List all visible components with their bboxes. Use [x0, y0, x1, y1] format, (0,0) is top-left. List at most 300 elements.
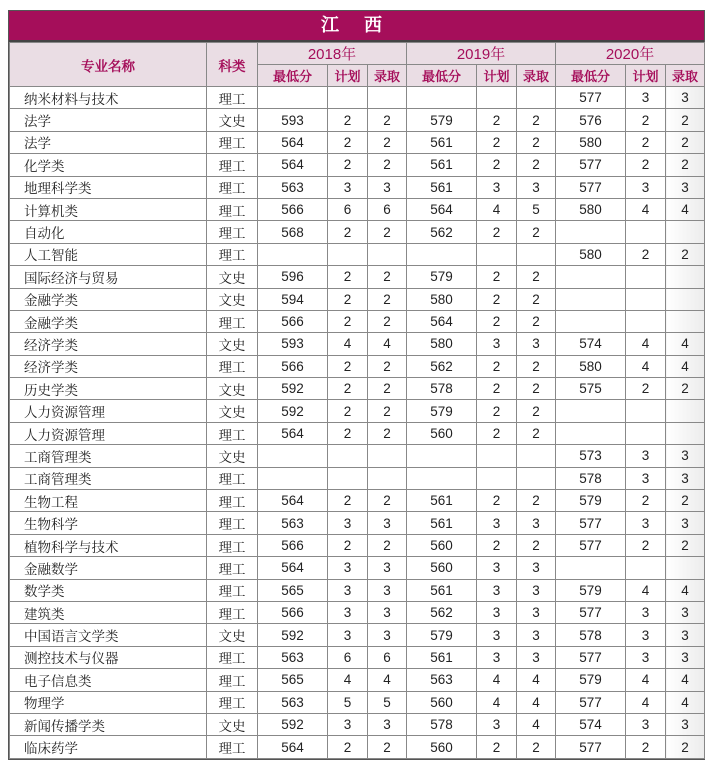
cell-admitted-2020: 3 — [666, 445, 705, 467]
cell-admitted-2018: 2 — [368, 266, 407, 288]
cell-plan-2020: 3 — [626, 176, 666, 198]
cell-plan-2018: 3 — [328, 601, 368, 623]
cell-major-name: 金融学类 — [10, 288, 207, 310]
cell-plan-2018: 2 — [328, 109, 368, 131]
table-row — [10, 490, 705, 512]
cell-min-score-2019: 579 — [407, 400, 477, 422]
cell-major-name: 金融学类 — [10, 310, 207, 332]
cell-plan-2020: 2 — [626, 109, 666, 131]
cell-admitted-2018: 2 — [368, 109, 407, 131]
cell-category: 理工 — [207, 355, 258, 377]
cell-admitted-2019: 2 — [517, 154, 556, 176]
cell-plan-2019: 2 — [477, 355, 517, 377]
cell-admitted-2019: 2 — [517, 266, 556, 288]
cell-admitted-2020: 3 — [666, 601, 705, 623]
cell-min-score-2018 — [258, 445, 328, 467]
cell-plan-2018: 3 — [328, 512, 368, 534]
cell-plan-2020: 4 — [626, 198, 666, 220]
header-admitted: 录取 — [517, 65, 556, 87]
cell-plan-2018 — [328, 243, 368, 265]
cell-admitted-2018: 4 — [368, 669, 407, 691]
cell-plan-2020: 4 — [626, 669, 666, 691]
cell-plan-2020: 3 — [626, 512, 666, 534]
cell-min-score-2018: 566 — [258, 198, 328, 220]
cell-min-score-2020: 573 — [556, 445, 626, 467]
cell-category: 文史 — [207, 109, 258, 131]
cell-plan-2019: 2 — [477, 378, 517, 400]
cell-admitted-2020: 2 — [666, 131, 705, 153]
cell-min-score-2020: 577 — [556, 601, 626, 623]
cell-admitted-2020: 3 — [666, 646, 705, 668]
cell-min-score-2018: 566 — [258, 534, 328, 556]
cell-admitted-2020: 3 — [666, 512, 705, 534]
cell-min-score-2018: 592 — [258, 378, 328, 400]
cell-min-score-2020 — [556, 310, 626, 332]
cell-admitted-2018: 6 — [368, 198, 407, 220]
cell-min-score-2018: 565 — [258, 669, 328, 691]
cell-major-name: 地理科学类 — [10, 176, 207, 198]
cell-min-score-2020: 575 — [556, 378, 626, 400]
cell-admitted-2019: 4 — [517, 713, 556, 735]
cell-plan-2020 — [626, 557, 666, 579]
cell-min-score-2019: 564 — [407, 198, 477, 220]
cell-min-score-2020: 577 — [556, 512, 626, 534]
header-min-score: 最低分 — [407, 65, 477, 87]
cell-min-score-2020 — [556, 557, 626, 579]
cell-plan-2018: 2 — [328, 534, 368, 556]
table-row — [10, 243, 705, 265]
cell-major-name: 人工智能 — [10, 243, 207, 265]
table-row — [10, 378, 705, 400]
cell-min-score-2018: 563 — [258, 176, 328, 198]
cell-category: 文史 — [207, 624, 258, 646]
cell-category: 文史 — [207, 713, 258, 735]
cell-admitted-2019 — [517, 243, 556, 265]
cell-min-score-2020 — [556, 288, 626, 310]
cell-admitted-2019: 2 — [517, 736, 556, 758]
cell-plan-2018: 2 — [328, 288, 368, 310]
cell-plan-2018: 2 — [328, 154, 368, 176]
cell-plan-2020: 2 — [626, 736, 666, 758]
cell-admitted-2019: 4 — [517, 669, 556, 691]
table-row — [10, 646, 705, 668]
cell-admitted-2018: 3 — [368, 624, 407, 646]
cell-min-score-2018 — [258, 467, 328, 489]
cell-plan-2019: 2 — [477, 131, 517, 153]
cell-min-score-2018: 563 — [258, 646, 328, 668]
cell-category: 文史 — [207, 445, 258, 467]
cell-major-name: 化学类 — [10, 154, 207, 176]
table-row — [10, 131, 705, 153]
cell-plan-2019: 2 — [477, 310, 517, 332]
cell-category: 理工 — [207, 87, 258, 109]
cell-min-score-2018 — [258, 243, 328, 265]
cell-min-score-2018: 564 — [258, 736, 328, 758]
cell-admitted-2018 — [368, 445, 407, 467]
cell-min-score-2018: 593 — [258, 109, 328, 131]
cell-admitted-2020: 4 — [666, 333, 705, 355]
cell-category: 理工 — [207, 534, 258, 556]
cell-plan-2019: 4 — [477, 669, 517, 691]
cell-min-score-2019: 579 — [407, 624, 477, 646]
cell-category: 理工 — [207, 669, 258, 691]
cell-min-score-2018: 593 — [258, 333, 328, 355]
cell-min-score-2020: 577 — [556, 176, 626, 198]
cell-admitted-2018: 6 — [368, 646, 407, 668]
cell-min-score-2018: 566 — [258, 310, 328, 332]
cell-min-score-2018: 564 — [258, 131, 328, 153]
cell-admitted-2019: 3 — [517, 557, 556, 579]
cell-admitted-2020: 2 — [666, 378, 705, 400]
cell-admitted-2019: 3 — [517, 624, 556, 646]
cell-min-score-2019: 561 — [407, 131, 477, 153]
cell-min-score-2020: 580 — [556, 198, 626, 220]
cell-major-name: 法学 — [10, 109, 207, 131]
cell-min-score-2018: 566 — [258, 601, 328, 623]
cell-admitted-2018: 2 — [368, 736, 407, 758]
cell-category: 文史 — [207, 378, 258, 400]
cell-admitted-2018: 4 — [368, 333, 407, 355]
cell-admitted-2019: 2 — [517, 355, 556, 377]
table-row — [10, 221, 705, 243]
cell-min-score-2018: 564 — [258, 557, 328, 579]
cell-category: 理工 — [207, 221, 258, 243]
cell-plan-2020: 3 — [626, 646, 666, 668]
cell-category: 理工 — [207, 176, 258, 198]
table-row — [10, 557, 705, 579]
cell-min-score-2019: 560 — [407, 422, 477, 444]
cell-admitted-2018: 3 — [368, 557, 407, 579]
cell-admitted-2019: 3 — [517, 601, 556, 623]
cell-min-score-2020: 579 — [556, 490, 626, 512]
cell-plan-2019: 2 — [477, 422, 517, 444]
cell-category: 理工 — [207, 243, 258, 265]
cell-plan-2018: 2 — [328, 736, 368, 758]
cell-admitted-2019: 3 — [517, 512, 556, 534]
cell-admitted-2020: 2 — [666, 109, 705, 131]
cell-admitted-2018: 3 — [368, 601, 407, 623]
header-year-2019: 2019年 — [407, 43, 556, 65]
cell-plan-2019 — [477, 467, 517, 489]
cell-min-score-2019: 560 — [407, 736, 477, 758]
cell-admitted-2018: 3 — [368, 512, 407, 534]
cell-admitted-2020: 2 — [666, 490, 705, 512]
cell-min-score-2019: 561 — [407, 490, 477, 512]
cell-plan-2020: 2 — [626, 534, 666, 556]
cell-plan-2019: 3 — [477, 176, 517, 198]
cell-min-score-2019: 561 — [407, 646, 477, 668]
cell-category: 理工 — [207, 467, 258, 489]
table-row — [10, 579, 705, 601]
table-row — [10, 534, 705, 556]
cell-min-score-2019: 561 — [407, 154, 477, 176]
header-admitted: 录取 — [666, 65, 705, 87]
cell-major-name: 人力资源管理 — [10, 400, 207, 422]
cell-min-score-2020: 580 — [556, 131, 626, 153]
cell-admitted-2019: 2 — [517, 288, 556, 310]
cell-min-score-2020: 577 — [556, 154, 626, 176]
cell-category: 理工 — [207, 198, 258, 220]
cell-plan-2019: 3 — [477, 601, 517, 623]
cell-min-score-2018: 564 — [258, 490, 328, 512]
cell-plan-2018: 3 — [328, 713, 368, 735]
header-plan: 计划 — [328, 65, 368, 87]
cell-min-score-2020 — [556, 221, 626, 243]
cell-major-name: 测控技术与仪器 — [10, 646, 207, 668]
cell-admitted-2020 — [666, 266, 705, 288]
cell-min-score-2020: 579 — [556, 579, 626, 601]
cell-min-score-2019: 561 — [407, 512, 477, 534]
table-row — [10, 355, 705, 377]
cell-admitted-2018: 3 — [368, 176, 407, 198]
cell-admitted-2018: 2 — [368, 131, 407, 153]
cell-min-score-2020: 577 — [556, 736, 626, 758]
cell-plan-2019: 3 — [477, 557, 517, 579]
cell-plan-2019: 2 — [477, 400, 517, 422]
cell-min-score-2020 — [556, 266, 626, 288]
cell-min-score-2020: 574 — [556, 713, 626, 735]
cell-major-name: 经济学类 — [10, 355, 207, 377]
cell-min-score-2020: 579 — [556, 669, 626, 691]
cell-admitted-2020: 2 — [666, 154, 705, 176]
cell-plan-2019: 2 — [477, 534, 517, 556]
header-plan: 计划 — [477, 65, 517, 87]
cell-min-score-2020: 576 — [556, 109, 626, 131]
cell-plan-2020 — [626, 288, 666, 310]
cell-admitted-2019: 2 — [517, 400, 556, 422]
cell-major-name: 人力资源管理 — [10, 422, 207, 444]
cell-admitted-2020: 2 — [666, 736, 705, 758]
cell-min-score-2019: 560 — [407, 691, 477, 713]
table-row — [10, 422, 705, 444]
cell-min-score-2019 — [407, 445, 477, 467]
cell-min-score-2019: 580 — [407, 333, 477, 355]
cell-min-score-2020: 578 — [556, 467, 626, 489]
header-admitted: 录取 — [368, 65, 407, 87]
cell-plan-2018: 2 — [328, 221, 368, 243]
cell-admitted-2019: 5 — [517, 198, 556, 220]
cell-min-score-2019: 560 — [407, 557, 477, 579]
cell-min-score-2019: 562 — [407, 601, 477, 623]
cell-major-name: 历史学类 — [10, 378, 207, 400]
cell-category: 理工 — [207, 557, 258, 579]
table-row — [10, 266, 705, 288]
cell-plan-2018: 6 — [328, 646, 368, 668]
cell-min-score-2019: 562 — [407, 355, 477, 377]
cell-major-name: 生物科学 — [10, 512, 207, 534]
cell-plan-2018: 4 — [328, 669, 368, 691]
cell-admitted-2019 — [517, 467, 556, 489]
cell-admitted-2018: 2 — [368, 400, 407, 422]
cell-major-name: 数学类 — [10, 579, 207, 601]
cell-admitted-2019 — [517, 445, 556, 467]
cell-category: 文史 — [207, 266, 258, 288]
cell-min-score-2019: 578 — [407, 378, 477, 400]
cell-admitted-2020: 4 — [666, 579, 705, 601]
cell-plan-2020: 4 — [626, 691, 666, 713]
cell-min-score-2020 — [556, 422, 626, 444]
cell-min-score-2020: 580 — [556, 355, 626, 377]
cell-plan-2020: 2 — [626, 490, 666, 512]
table-row — [10, 736, 705, 758]
cell-admitted-2018 — [368, 467, 407, 489]
cell-min-score-2019: 560 — [407, 534, 477, 556]
cell-admitted-2018: 2 — [368, 378, 407, 400]
cell-admitted-2018: 2 — [368, 221, 407, 243]
cell-admitted-2018: 2 — [368, 490, 407, 512]
cell-plan-2018: 2 — [328, 266, 368, 288]
cell-min-score-2018: 565 — [258, 579, 328, 601]
cell-plan-2020 — [626, 266, 666, 288]
cell-admitted-2019: 3 — [517, 579, 556, 601]
cell-major-name: 物理学 — [10, 691, 207, 713]
cell-plan-2020: 2 — [626, 243, 666, 265]
cell-admitted-2018: 2 — [368, 310, 407, 332]
cell-category: 理工 — [207, 154, 258, 176]
cell-category: 理工 — [207, 131, 258, 153]
cell-major-name: 临床药学 — [10, 736, 207, 758]
cell-admitted-2020: 3 — [666, 713, 705, 735]
cell-admitted-2018: 2 — [368, 154, 407, 176]
cell-min-score-2019: 561 — [407, 579, 477, 601]
cell-plan-2020: 2 — [626, 131, 666, 153]
cell-plan-2019: 2 — [477, 221, 517, 243]
cell-admitted-2019: 2 — [517, 310, 556, 332]
cell-plan-2019: 3 — [477, 333, 517, 355]
cell-min-score-2020: 574 — [556, 333, 626, 355]
cell-major-name: 生物工程 — [10, 490, 207, 512]
cell-min-score-2020: 577 — [556, 691, 626, 713]
cell-plan-2020: 3 — [626, 467, 666, 489]
cell-admitted-2020 — [666, 400, 705, 422]
cell-plan-2019: 4 — [477, 691, 517, 713]
cell-min-score-2018: 566 — [258, 355, 328, 377]
cell-major-name: 植物科学与技术 — [10, 534, 207, 556]
cell-plan-2018: 2 — [328, 490, 368, 512]
cell-min-score-2020: 577 — [556, 534, 626, 556]
cell-admitted-2020 — [666, 310, 705, 332]
cell-plan-2018: 3 — [328, 624, 368, 646]
cell-major-name: 工商管理类 — [10, 445, 207, 467]
cell-plan-2019: 2 — [477, 266, 517, 288]
table-row — [10, 669, 705, 691]
cell-admitted-2019: 2 — [517, 109, 556, 131]
cell-min-score-2018: 563 — [258, 691, 328, 713]
table-row — [10, 87, 705, 109]
table-row — [10, 467, 705, 489]
cell-plan-2020: 3 — [626, 624, 666, 646]
cell-plan-2019: 2 — [477, 736, 517, 758]
cell-plan-2018 — [328, 445, 368, 467]
cell-major-name: 中国语言文学类 — [10, 624, 207, 646]
cell-plan-2020: 4 — [626, 333, 666, 355]
cell-plan-2018: 2 — [328, 422, 368, 444]
cell-major-name: 纳米材料与技术 — [10, 87, 207, 109]
table-row — [10, 154, 705, 176]
cell-category: 理工 — [207, 646, 258, 668]
cell-plan-2019: 3 — [477, 512, 517, 534]
cell-min-score-2018: 594 — [258, 288, 328, 310]
cell-plan-2019 — [477, 445, 517, 467]
cell-category: 文史 — [207, 288, 258, 310]
admission-table-panel — [8, 10, 705, 760]
cell-major-name: 自动化 — [10, 221, 207, 243]
cell-min-score-2018: 596 — [258, 266, 328, 288]
cell-admitted-2020: 4 — [666, 691, 705, 713]
cell-admitted-2020: 4 — [666, 198, 705, 220]
cell-min-score-2020: 578 — [556, 624, 626, 646]
cell-min-score-2018: 568 — [258, 221, 328, 243]
cell-major-name: 工商管理类 — [10, 467, 207, 489]
cell-min-score-2019: 579 — [407, 266, 477, 288]
cell-plan-2020: 4 — [626, 355, 666, 377]
header-year-2018: 2018年 — [258, 43, 407, 65]
cell-admitted-2018: 2 — [368, 534, 407, 556]
header-major: 专业名称 — [10, 43, 207, 87]
table-row — [10, 198, 705, 220]
cell-plan-2020: 2 — [626, 154, 666, 176]
cell-plan-2020 — [626, 422, 666, 444]
cell-category: 理工 — [207, 422, 258, 444]
cell-min-score-2018: 592 — [258, 624, 328, 646]
cell-admitted-2018 — [368, 87, 407, 109]
cell-plan-2018: 3 — [328, 579, 368, 601]
cell-min-score-2018: 563 — [258, 512, 328, 534]
cell-min-score-2020 — [556, 400, 626, 422]
cell-admitted-2018 — [368, 243, 407, 265]
cell-min-score-2019 — [407, 467, 477, 489]
cell-major-name: 法学 — [10, 131, 207, 153]
cell-plan-2018: 2 — [328, 131, 368, 153]
cell-min-score-2018: 564 — [258, 422, 328, 444]
cell-min-score-2018: 592 — [258, 713, 328, 735]
table-row — [10, 445, 705, 467]
cell-plan-2018: 6 — [328, 198, 368, 220]
cell-admitted-2018: 2 — [368, 288, 407, 310]
cell-category: 理工 — [207, 512, 258, 534]
cell-min-score-2019: 562 — [407, 221, 477, 243]
cell-plan-2019: 2 — [477, 490, 517, 512]
cell-min-score-2018: 564 — [258, 154, 328, 176]
cell-admitted-2020: 2 — [666, 243, 705, 265]
cell-min-score-2019: 564 — [407, 310, 477, 332]
header-category: 科类 — [207, 43, 258, 87]
cell-admitted-2020: 3 — [666, 87, 705, 109]
cell-plan-2018: 2 — [328, 355, 368, 377]
cell-plan-2019: 2 — [477, 288, 517, 310]
cell-major-name: 建筑类 — [10, 601, 207, 623]
cell-min-score-2019 — [407, 87, 477, 109]
cell-min-score-2019: 561 — [407, 176, 477, 198]
cell-min-score-2019: 580 — [407, 288, 477, 310]
cell-admitted-2020 — [666, 221, 705, 243]
cell-major-name: 新闻传播学类 — [10, 713, 207, 735]
cell-major-name: 计算机类 — [10, 198, 207, 220]
cell-plan-2020: 3 — [626, 87, 666, 109]
table-row — [10, 624, 705, 646]
table-row — [10, 109, 705, 131]
cell-admitted-2019 — [517, 87, 556, 109]
cell-admitted-2019: 3 — [517, 646, 556, 668]
cell-admitted-2018: 2 — [368, 355, 407, 377]
cell-min-score-2019: 579 — [407, 109, 477, 131]
cell-plan-2020: 2 — [626, 378, 666, 400]
cell-category: 文史 — [207, 333, 258, 355]
cell-plan-2018: 3 — [328, 176, 368, 198]
table-row — [10, 288, 705, 310]
cell-admitted-2019: 2 — [517, 221, 556, 243]
cell-category: 理工 — [207, 691, 258, 713]
